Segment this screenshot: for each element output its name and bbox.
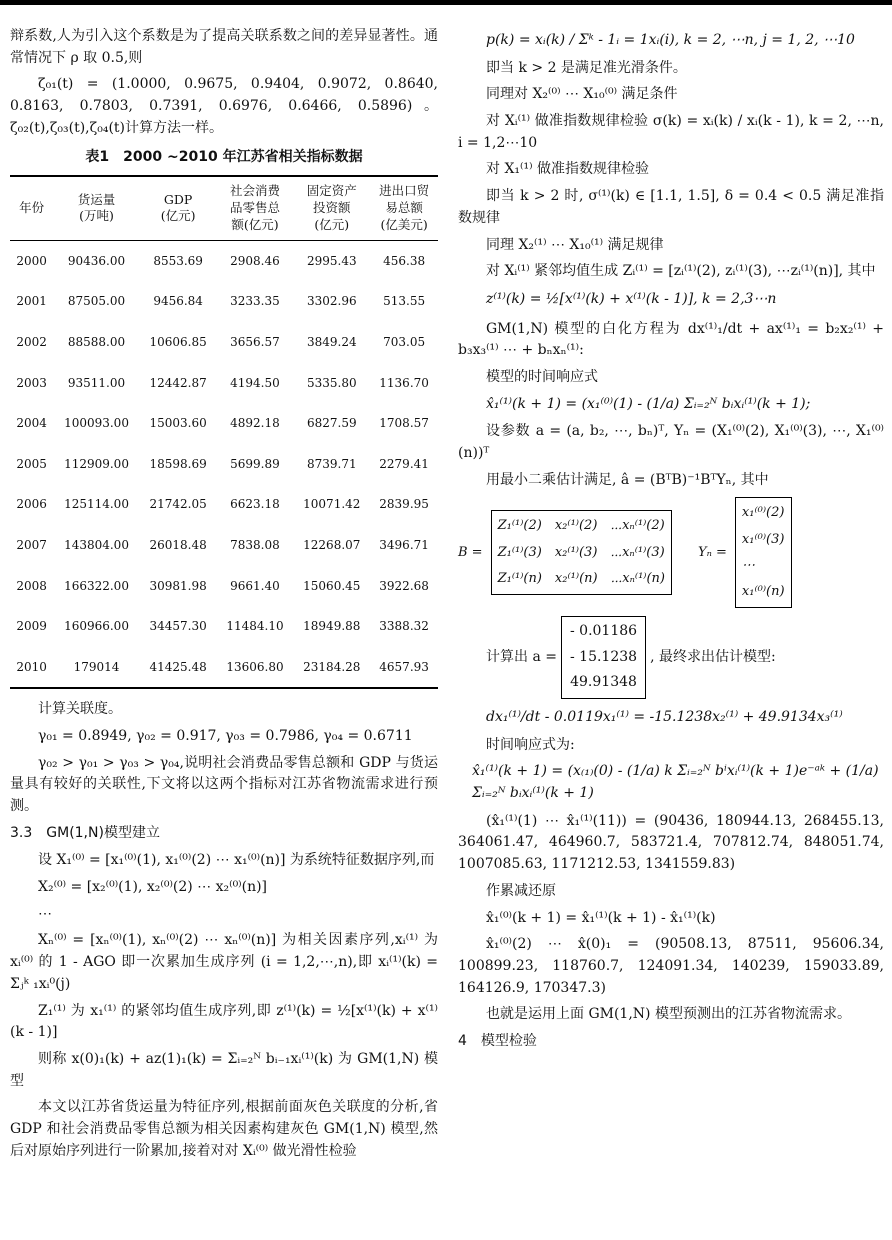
equation-response: x̂₁⁽¹⁾(k + 1) = (x₁⁽⁰⁾(1) - (1/a) Σᵢ₌₂ᴺ bᵢxᵢ⁽¹⁾(k + 1); (486, 395, 811, 412)
calc-a-after: , 最终求出估计模型: (650, 648, 776, 665)
table-row (10, 444, 438, 485)
table-cell: 2007 (16, 537, 47, 552)
section-heading-3-3: 3.3 GM(1,N)模型建立 (10, 824, 160, 841)
table-cell: 1136.70 (379, 375, 429, 390)
table-cell: 3849.24 (306, 334, 357, 349)
paragraph-params: 设参数 a = (a, b₂, ⋯, bₙ)ᵀ, Yₙ = (X₁⁽⁰⁾(2), X₁⁽⁰⁾(3), ⋯, X₁⁽⁰⁾(n))ᵀ (458, 423, 884, 461)
table-header-cell: 货运量 (万吨) (53, 176, 139, 240)
paragraph-exp-check: 对 Xᵢ⁽¹⁾ 做准指数规律检验 σ(k) = xᵢ(k) / xᵢ(k - 1), k = 2, ⋯n, i = 1,2⋯10 (458, 113, 884, 151)
table-row (10, 525, 438, 566)
table-cell: 88588.00 (67, 334, 126, 349)
table-cell: 2005 (16, 456, 47, 471)
table-cell: 12268.07 (303, 537, 361, 552)
matrix-b-row: Z₁⁽¹⁾(3) x₂⁽¹⁾(3) ⋯xₙ⁽¹⁾(3) (497, 544, 665, 560)
table-header-cell: 年份 (10, 176, 53, 240)
table-cell: 34457.30 (149, 619, 207, 634)
table-cell: 41425.48 (140, 647, 217, 689)
table-row (10, 403, 438, 444)
calc-a-label: 计算出 a = (486, 648, 557, 665)
table-cell: 15003.60 (149, 416, 207, 431)
header-rule (0, 0, 892, 5)
table-cell: 4194.50 (230, 375, 280, 390)
matrix-y-entry: x₁⁽⁰⁾(2) (741, 505, 785, 521)
table-cell: 8553.69 (153, 253, 203, 268)
table-row (10, 322, 438, 363)
table-cell: 6827.59 (306, 416, 357, 431)
paragraph-smooth: 即当 k > 2 是满足准光滑条件。 (486, 59, 687, 76)
table-cell: 2279.41 (379, 456, 429, 471)
table-cell: 23184.28 (293, 647, 370, 689)
table-cell: 2839.95 (379, 497, 429, 512)
paragraph-least-squares: 用最小二乘估计满足, â = (BᵀB)⁻¹BᵀYₙ, 其中 (486, 471, 769, 488)
table-cell: 2008 (16, 578, 47, 593)
table-cell: 87505.00 (67, 294, 126, 309)
equation-model: dx₁⁽¹⁾/dt - 0.0119x₁⁽¹⁾ = -15.1238x₂⁽¹⁾ + 49.9134x₃⁽¹⁾ (486, 709, 843, 725)
table-cell: 166322.00 (64, 578, 129, 593)
paragraph-method: 本文以江苏省货运量为特征序列,根据前面灰色关联度的分析,省 GDP 和社会消费品零售总额为相关因素构建灰色 GM(1,N) 模型,然后对原始序列进行一阶累加,接着对对 Xᵢ⁽⁰⁾ 做光滑性检验 (10, 1099, 438, 1159)
table-cell: 13606.80 (217, 647, 294, 689)
matrix-block (458, 497, 884, 608)
section-heading-4: 4 模型检验 (458, 1032, 537, 1049)
paragraph-conclusion: 也就是运用上面 GM(1,N) 模型预测出的江苏省物流需求。 (486, 1006, 851, 1023)
paragraph-exp-cond: 即当 k > 2 时, σ⁽¹⁾(k) ∈ [1.1, 1.5], δ = 0.4 < 0.5 满足准指数规律 (458, 188, 884, 226)
paragraph-series-1: (x̂₁⁽¹⁾(1) ⋯ x̂₁⁽¹⁾(11)) = (90436, 180944.13, 268455.13, 364061.47, 464960.7, 583721.4, 707812.74, 848051.74, 1007085.63, 1171212.53, 1341559.83) (458, 812, 884, 873)
table-header-cell: 固定资产 投资额 (亿元) (293, 176, 370, 240)
table-cell: 7838.08 (230, 537, 280, 552)
table-cell: 5699.89 (230, 456, 280, 471)
table-cell: 26018.48 (149, 537, 207, 552)
paragraph-resp-title: 模型的时间响应式 (486, 368, 598, 385)
paragraph-smooth-same: 同理对 X₂⁽⁰⁾ ⋯ X₁₀⁽⁰⁾ 满足条件 (486, 86, 678, 103)
paragraph-zmean: 对 Xᵢ⁽¹⁾ 紧邻均值生成 Zᵢ⁽¹⁾ = [zᵢ⁽¹⁾(2), zᵢ⁽¹⁾(3), ⋯zᵢ⁽¹⁾(n)], 其中 (486, 263, 876, 280)
table-row (10, 484, 438, 525)
equation-reduce: x̂₁⁽⁰⁾(k + 1) = x̂₁⁽¹⁾(k + 1) - x̂₁⁽¹⁾(k) (486, 909, 716, 926)
paragraph-calc: 计算关联度。 (38, 701, 122, 718)
table-cell: 2995.43 (306, 253, 357, 268)
table-cell: 18949.88 (303, 619, 361, 634)
paragraph-z1: Z₁⁽¹⁾ 为 x₁⁽¹⁾ 的紧邻均值生成序列,即 z⁽¹⁾(k) = ½[x⁽¹⁾(k) + x⁽¹⁾(k - 1)] (10, 1002, 438, 1041)
table-body (10, 240, 438, 688)
a-vector-row (458, 616, 884, 699)
table-cell: 6623.18 (230, 497, 280, 512)
table-cell: 3496.71 (379, 537, 429, 552)
equation-p-k: p(k) = xᵢ(k) / Σᵏ - 1ᵢ = 1xᵢ(i), k = 2, ⋯n, j = 1, 2, ⋯10 (486, 32, 855, 48)
paragraph-exp-same: 同理 X₂⁽¹⁾ ⋯ X₁₀⁽¹⁾ 满足规律 (486, 236, 664, 253)
table-cell: 4892.18 (230, 416, 280, 431)
table-cell: 112909.00 (64, 456, 129, 471)
table-cell: 8739.71 (306, 456, 357, 471)
table-cell: 3233.35 (230, 294, 280, 309)
table-cell: 12442.87 (149, 375, 207, 390)
table-cell: 2002 (16, 334, 47, 349)
table-cell: 4657.93 (370, 647, 438, 689)
table-header-cell: GDP (亿元) (140, 176, 217, 240)
paragraph-gamma: γ₀₁ = 0.8949, γ₀₂ = 0.917, γ₀₃ = 0.7986, γ₀₄ = 0.6711 (38, 727, 413, 744)
table-row (10, 647, 438, 689)
matrix-y-entry: x₁⁽⁰⁾(n) (741, 583, 785, 599)
table-cell: 125114.00 (64, 497, 129, 512)
table-row (10, 363, 438, 404)
table-cell: 5335.80 (306, 375, 357, 390)
a-vector (561, 616, 646, 699)
table-cell: 3302.96 (306, 294, 357, 309)
table-cell: 30981.98 (149, 578, 207, 593)
matrix-b-label: B = (458, 544, 483, 560)
table-row (10, 566, 438, 607)
a-vector-entry: - 0.01186 (569, 622, 638, 639)
table-header-cell: 社会消费 品零售总 额(亿元) (217, 176, 294, 240)
paragraph-reduce: 作累减还原 (486, 882, 556, 899)
paragraph-exp-x1: 对 X₁⁽¹⁾ 做准指数规律检验 (486, 161, 649, 178)
table-caption: 表1 2000 ~2010 年江苏省相关指标数据 (85, 149, 363, 166)
table-cell: 2009 (16, 619, 47, 634)
left-column (10, 26, 438, 1167)
right-column (458, 26, 884, 1059)
table-cell: 2000 (16, 253, 47, 268)
table-cell: 3656.57 (230, 334, 280, 349)
table-row (10, 281, 438, 322)
equation-x2: X₂⁽⁰⁾ = [x₂⁽⁰⁾(1), x₂⁽⁰⁾(2) ⋯ x₂⁽⁰⁾(n)] (38, 879, 268, 896)
table-cell: 15060.45 (303, 578, 361, 593)
a-vector-entry: - 15.1238 (569, 648, 638, 665)
table-cell: 160966.00 (64, 619, 129, 634)
table-row (10, 606, 438, 647)
table-cell: 1708.57 (379, 416, 429, 431)
table-cell: 2003 (16, 375, 47, 390)
paragraph-resp2-title: 时间响应式为: (486, 736, 575, 753)
paragraph-zeta: ζ₀₁(t) = (1.0000, 0.9675, 0.9404, 0.9072, 0.8640, 0.8163, 0.7803, 0.7391, 0.6976, 0.6466, 0.5896)。ζ₀₂(t),ζ₀₃(t),ζ₀₄(t)计算方法一样。 (10, 76, 438, 136)
table-cell: 3388.32 (379, 619, 429, 634)
table-cell: 18598.69 (149, 456, 207, 471)
paragraph-x1: 设 X₁⁽⁰⁾ = [x₁⁽⁰⁾(1), x₁⁽⁰⁾(2) ⋯ x₁⁽⁰⁾(n)] 为系统特征数据序列,而 (38, 852, 435, 869)
table-cell: 2001 (16, 294, 47, 309)
equation-response-2: x̂₁⁽¹⁾(k + 1) = (x₍₁₎(0) - (1/a) k Σᵢ₌₂ᴺ bⁱxᵢ⁽¹⁾(k + 1)e⁻ᵃᵏ + (1/a) Σᵢ₌₂ᴺ bᵢxᵢ⁽¹⁾(k + 1) (472, 763, 879, 802)
a-vector-entry: 49.91348 (570, 674, 637, 691)
table-cell: 703.05 (383, 334, 426, 349)
paragraph-whiten: GM(1,N) 模型的白化方程为 dx⁽¹⁾₁/dt + ax⁽¹⁾₁ = b₂x₂⁽¹⁾ + b₃x₃⁽¹⁾ ⋯ + bₙxₙ⁽¹⁾: (458, 320, 884, 359)
paragraph-series-0: x̂₁⁽⁰⁾(2) ⋯ x̂(0)₁ = (90508.13, 87511, 95606.34, 100899.23, 118760.7, 124091.34, 140239, 159033.89, 164126.9, 170347.3) (458, 936, 884, 996)
table-cell: 10071.42 (303, 497, 361, 512)
matrix-y-entry: ⋯ (741, 557, 755, 573)
table-cell: 10606.85 (149, 334, 207, 349)
matrix-b-row: Z₁⁽¹⁾(2) x₂⁽¹⁾(2) ⋯xₙ⁽¹⁾(2) (497, 518, 665, 534)
matrix-y-label: Yₙ = (698, 544, 727, 560)
table-cell: 143804.00 (64, 537, 129, 552)
paragraph-xn: Xₙ⁽⁰⁾ = [xₙ⁽⁰⁾(1), xₙ⁽⁰⁾(2) ⋯ xₙ⁽⁰⁾(n)] 为相关因素序列,xᵢ⁽¹⁾ 为 xᵢ⁽⁰⁾ 的 1 - AGO 即一次累加生成序列 (i = 1,2,⋯,n),即 xᵢ⁽¹⁾(k) = Σⱼᵏ ₁xᵢ⁰(j) (10, 932, 438, 992)
paragraph-order: γ₀₂ > γ₀₁ > γ₀₃ > γ₀₄,说明社会消费品零售总额和 GDP 与货运量具有较好的关联性,下文将以这两个指标对江苏省物流需求进行预测。 (10, 754, 438, 815)
paragraph-gm-model: 则称 x(0)₁(k) + az(1)₁(k) = Σᵢ₌₂ᴺ bᵢ₋₁xᵢ⁽¹⁾(k) 为 GM(1,N) 模型 (10, 1050, 438, 1089)
equation-dots: ⋯ (38, 905, 52, 922)
table-cell: 11484.10 (226, 619, 284, 634)
table-cell: 456.38 (383, 253, 426, 268)
table-cell: 9456.84 (153, 294, 203, 309)
table-cell: 2006 (16, 497, 47, 512)
equation-z-k: z⁽¹⁾(k) = ½[x⁽¹⁾(k) + x⁽¹⁾(k - 1)], k = 2,3⋯n (486, 290, 777, 307)
table-cell: 2004 (16, 416, 47, 431)
paragraph-intro: 辩系数,人为引入这个系数是为了提高关联系数之间的差异显著性。通常情况下 ρ 取 0.5,则 (10, 28, 438, 66)
table-header-row (10, 176, 438, 240)
table-cell: 9661.40 (230, 578, 280, 593)
table-cell: 100093.00 (64, 416, 129, 431)
data-table (10, 175, 438, 689)
table-cell: 90436.00 (67, 253, 126, 268)
table-cell: 3922.68 (379, 578, 429, 593)
table-header-cell: 进出口贸 易总额 (亿美元) (370, 176, 438, 240)
table-cell: 513.55 (383, 294, 426, 309)
table-cell: 93511.00 (67, 375, 126, 390)
matrix-b (491, 510, 672, 594)
matrix-y (735, 497, 792, 608)
matrix-b-row: Z₁⁽¹⁾(n) x₂⁽¹⁾(n) ⋯xₙ⁽¹⁾(n) (497, 570, 666, 586)
table-cell: 2908.46 (230, 253, 280, 268)
table-cell: 2010 (10, 647, 53, 689)
table-cell: 21742.05 (149, 497, 207, 512)
matrix-y-entry: x₁⁽⁰⁾(3) (741, 531, 785, 547)
table-row (10, 240, 438, 281)
table-cell: 179014 (53, 647, 139, 689)
